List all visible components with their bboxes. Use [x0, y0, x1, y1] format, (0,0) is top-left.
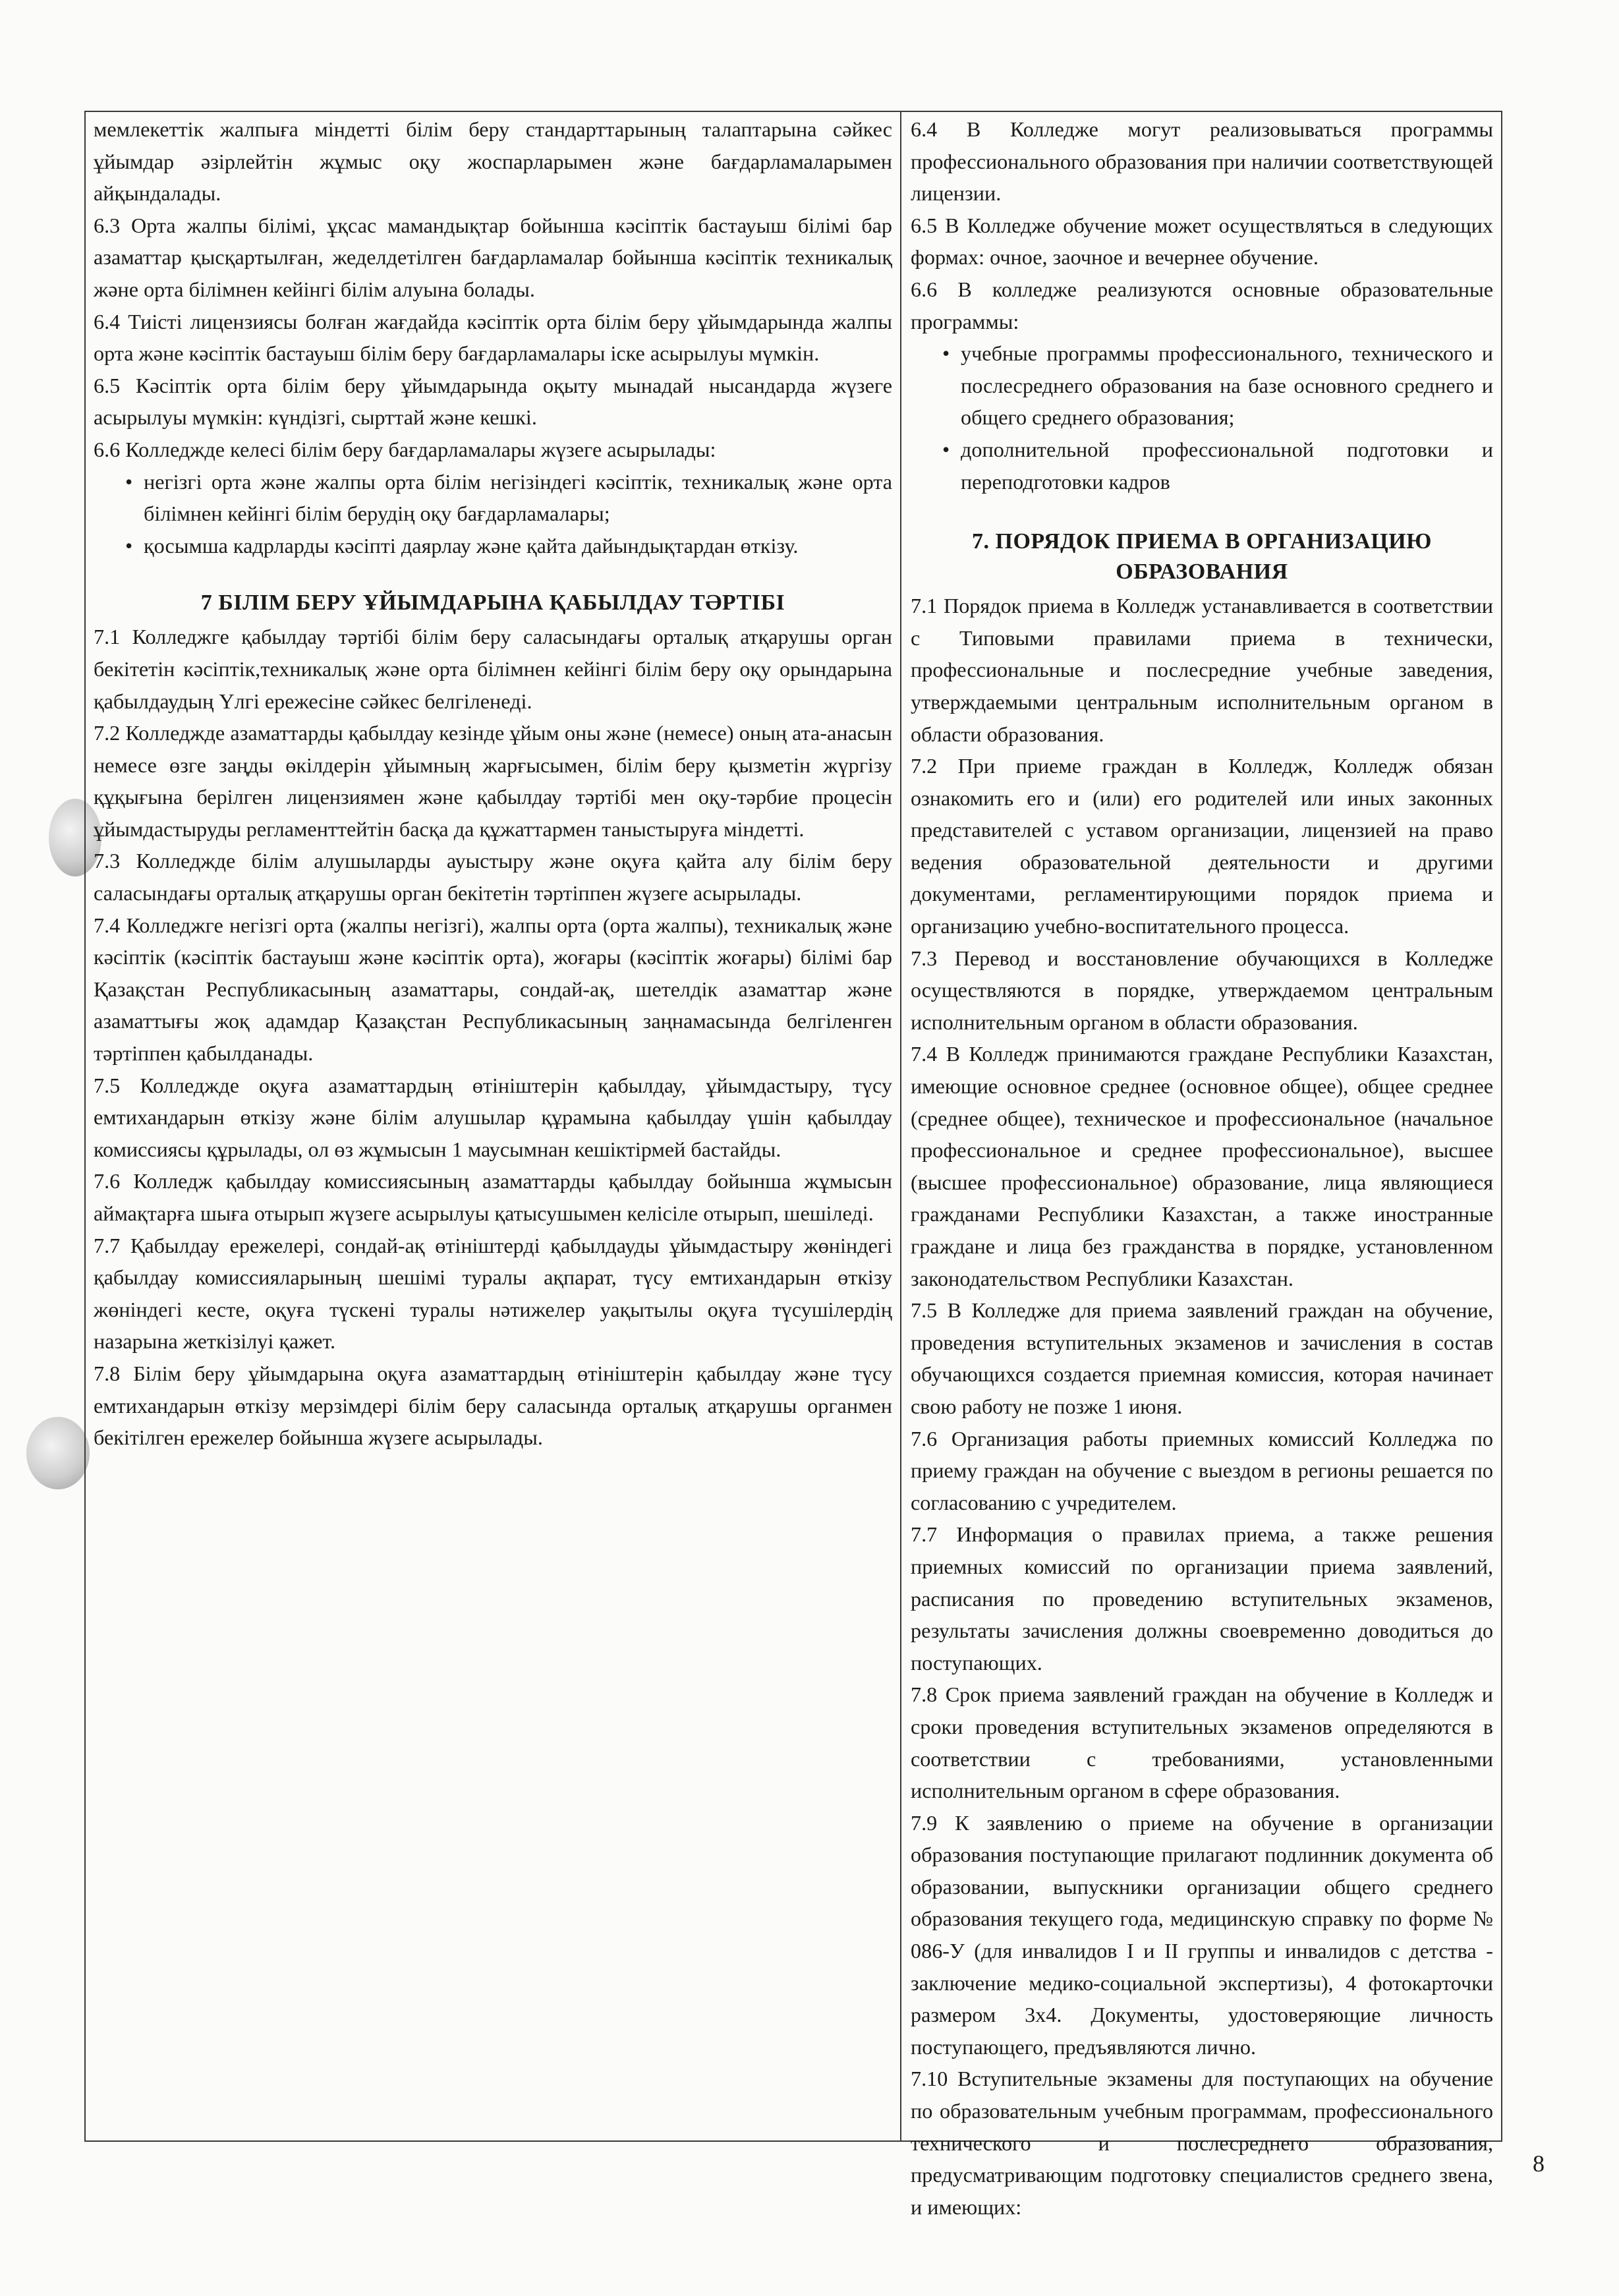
right-section-item: 7.9 К заявлению о приеме на обучение в организации образования поступающие прилагают подлинник документа об образовании, выпускники организации общего среднего образования текущего года, медицинскую справку по форме № 086-У (для инвалидов I и II группы и инвалидов с детства - заключение медико-социальной экспертизы), 4 фотокарточки размером 3х4. Документы, удостоверяющие личность поступающего, предъявляются лично. [911, 1810, 1493, 2059]
right-paragraph: 6.6 В колледже реализуются основные образовательные программы: [911, 277, 1493, 333]
left-section-item: 7.5 Колледжде оқуға азаматтардың өтініштерін қабылдау, ұйымдастыру, түсу емтихандарын өткізу және білім алушылар құрамына қабылдау үшін қабылдау комиссиясы құрылады, ол өз жұмысын 1 маусымнан кешіктірмей бастайды. [94, 1073, 892, 1161]
left-section-item: 7.2 Колледжде азаматтарды қабылдау кезінде ұйым оны және (немесе) оның ата-анасын немесе өзге заңды өкілдерін ұйымның жарғысымен, білім беру қызметін жүргізу құқығына берілген лицензиямен және қабылдау тәртібі мен оқу-тәрбие процесін ұйымдастыруды регламенттейтін басқа да құжаттармен таныстыруға міндетті. [94, 721, 892, 841]
right-section-item: 7.1 Порядок приема в Колледж устанавливается в соответствии с Типовыми правилами приема в технически, профессиональные и послесредние учебные заведения, утверждаемыми центральным исполнительным органом в области образования. [911, 594, 1493, 746]
left-section-heading: 7 БІЛІМ БЕРУ ҰЙЫМДАРЫНА ҚАБЫЛДАУ ТӘРТІБІ [200, 590, 785, 616]
right-section-item: 7.5 В Колледже для приема заявлений граждан на обучение, проведения вступительных экзаменов и зачисления в состав обучающихся создается приемная комиссия, которая начинает свою работу не позже 1 июня. [911, 1298, 1493, 1418]
russian-column [911, 113, 1493, 2219]
right-section-item: 7.3 Перевод и восстановление обучающихся в Колледже осуществляются в порядке, утверждаемом центральным исполнительным органом в области образования. [911, 946, 1493, 1034]
right-bullet-item: • дополнительной профессиональной подготовки и переподготовки кадров [911, 434, 1493, 498]
two-column-table [84, 111, 1502, 2219]
left-section-item: 7.4 Колледжге негізгі орта (жалпы негізгі), жалпы орта (орта жалпы), техникалық және кәсіптік (кәсіптік бастауыш және кәсіптік орта), жоғары (кәсіптік жоғары) білімі бар Қазақстан Республикасының азаматтары, сондай-ақ, шетелдік азаматтар және азаматтығы жоқ адамдар Қазақстан Республикасының заңнамасында белгіленген тәртіппен қабылданады. [94, 913, 892, 1066]
binder-hole-bottom [26, 1417, 90, 1489]
left-bullet-item: • негізгі орта және жалпы орта білім негізіндегі кәсіптік, техникалық және орта білімнен кейінгі білім берудің оқу бағдарламалары; [94, 466, 892, 530]
right-section-item: 7.8 Срок приема заявлений граждан на обучение в Колледж и сроки проведения вступительных экзаменов определяются в соответствии с требованиями, установленными исполнительным органом в сфере образования. [911, 1682, 1493, 1803]
bullet-icon: • [125, 469, 133, 494]
left-section-item: 7.1 Колледжге қабылдау тәртібі білім беру саласындағы орталық атқарушы орган бекітетін кәсіптік,техникалық және орта білімнен кейінгі білім беру оқу орындарына қабылдаудың Үлгі ережесіне сәйкес белгіленеді. [94, 625, 892, 713]
left-section-item: 7.3 Колледжде білім алушыларды ауыстыру және оқуға қайта алу білім беру саласындағы орталық атқарушы орган бекітетін тәртіппен жүзеге асырылады. [94, 849, 892, 905]
left-paragraph: 6.3 Орта жалпы білімі, ұқсас мамандықтар бойынша кәсіптік бастауыш білімі бар азаматтар қысқартылған, жеделдетілген бағдарламалар бойынша кәсіптік техникалық және орта білімнен кейінгі білім алуына болады. [94, 213, 892, 301]
left-paragraph: 6.5 Кәсіптік орта білім беру ұйымдарында оқыту мынадай нысандарда жүзеге асырылуы мүмкін: күндізгі, сырттай және кешкі. [94, 373, 892, 430]
left-section-item: 7.7 Қабылдау ережелері, сондай-ақ өтініштерді қабылдауды ұйымдастыру жөніндегі қабылдау комиссияларының шешімі туралы ақпарат, түсу емтихандарын өткізу жөніндегі кесте, оқуға түскені туралы нәтижелер уақытылы оқуға түсушілердің назарына жеткізілуі қажет. [94, 1233, 892, 1354]
column-divider [900, 112, 901, 2140]
bullet-icon: • [125, 533, 133, 558]
left-bullet-item: • қосымша кадрларды кәсіпті даярлау және қайта дайындықтардан өткізу. [94, 530, 892, 562]
right-section-item: 7.2 При приеме граждан в Колледж, Колледж обязан ознакомить его и (или) его родителей или иных законных представителей с уставом организации, лицензией на право ведения образовательной деятельности и другими документами, регламентирующими порядок приема и организацию учебно-воспитательного процесса. [911, 754, 1493, 938]
right-section-item: 7.10 Вступительные экзамены для поступающих на обучение по образовательным учебным программам, профессионального технического и послесреднего образования, предусматривающим подготовку специалистов среднего звена, и имеющих: [911, 2067, 1493, 2219]
left-paragraph: 6.4 Тиісті лицензиясы болған жағдайда кәсіптік орта білім беру ұйымдарында жалпы орта және кәсіптік бастауыш білім беру бағдарламалары іске асырылуы мүмкін. [94, 309, 892, 366]
left-section-item: 7.6 Колледж қабылдау комиссиясының азаматтарды қабылдау бойынша жұмысын аймақтарға шыға отырып жүзеге асырылуы қатысушымен келісіле отырып, шешіледі. [94, 1169, 892, 1225]
right-paragraph: 6.4 В Колледже могут реализовываться программы профессионального образования при наличии соответствующей лицензии. [911, 117, 1493, 206]
left-section-item: 7.8 Білім беру ұйымдарына оқуға азаматтардың өтініштерін қабылдау және түсу емтихандарын өткізу мерзімдері білім беру саласында орталық атқарушы органмен бекітілген ережелер бойынша жүзеге асырылады. [94, 1361, 892, 1450]
right-bullet-item: • учебные программы профессионального, технического и послесреднего образования на базе основного среднего и общего среднего образования; [911, 337, 1493, 434]
page-number: 8 [1533, 2150, 1545, 2177]
kazakh-column [94, 113, 892, 2140]
right-section-item: 7.6 Организация работы приемных комиссий Колледжа по приему граждан на обучение с выездом в регионы решается по согласованию с учредителем. [911, 1426, 1493, 1514]
right-section-item: 7.4 В Колледж принимаются граждане Республики Казахстан, имеющие основное среднее (основное общее), общее среднее (среднее общее), техническое и профессиональное (начальное профессиональное и среднее профессиональное), высшее (высшее профессиональное) образование, лица являющиеся гражданами Республики Казахстан, а также иностранные граждане и лица без гражданства в порядке, установленном законодательством Республики Казахстан. [911, 1042, 1493, 1290]
right-section-heading: 7. ПОРЯДОК ПРИЕМА В ОРГАНИЗАЦИЮ ОБРАЗОВАНИЯ [972, 529, 1432, 585]
left-paragraph: мемлекеттік жалпыға міндетті білім беру стандарттарының талаптарына сәйкес ұйымдар әзірлейтін жұмыс оқу жоспарларымен және бағдарламаларымен айқындалады. [94, 117, 892, 206]
right-paragraph: 6.5 В Колледже обучение может осуществляться в следующих формах: очное, заочное и вечернее обучение. [911, 213, 1493, 270]
bullet-icon: • [942, 437, 950, 461]
bullet-icon: • [942, 341, 950, 366]
right-section-item: 7.7 Информация о правилах приема, а также решения приемных комиссий по организации приема заявлений, расписания по проведению вступительных экзаменов, результаты зачисления должны своевременно доводиться до поступающих. [911, 1522, 1493, 1675]
left-paragraph: 6.6 Колледжде келесі білім беру бағдарламалары жүзеге асырылады: [94, 437, 716, 461]
